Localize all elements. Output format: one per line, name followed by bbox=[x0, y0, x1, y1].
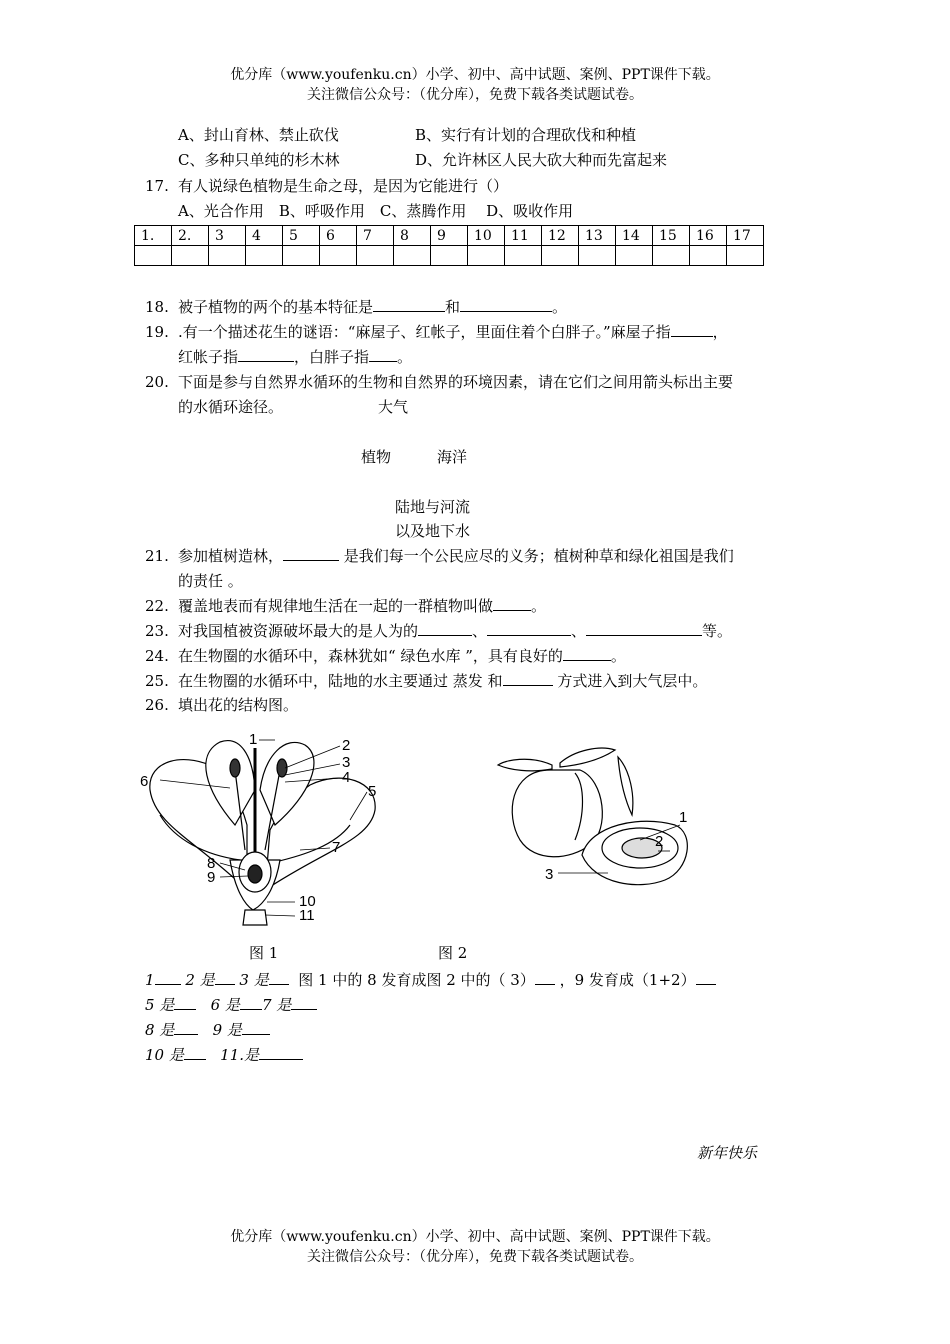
q23-blank-3[interactable] bbox=[586, 621, 702, 636]
fill-row-2: 5 是 6 是 7 是 bbox=[145, 994, 317, 1016]
flower-ovule bbox=[248, 865, 262, 883]
flower-anther-left bbox=[230, 759, 240, 777]
fill-blank-4[interactable] bbox=[535, 970, 555, 985]
q21-blank[interactable] bbox=[283, 546, 339, 561]
answer-table-number-cell: 7 bbox=[357, 226, 394, 246]
fill-blank-8[interactable] bbox=[291, 995, 317, 1010]
fill-row-1: 1 2 是 3 是 图 1 中的 8 发育成图 2 中的（ 3） ，9 发育成（1+2） bbox=[145, 969, 716, 991]
q18-text: 被子植物的两个的基本特征是 和 。 bbox=[178, 298, 568, 316]
answer-table-answer-cell[interactable] bbox=[542, 246, 579, 266]
answer-table-answer-cell[interactable] bbox=[690, 246, 727, 266]
fill-blank-1[interactable] bbox=[155, 970, 181, 985]
flower-stalk bbox=[243, 910, 267, 925]
q25-blank[interactable] bbox=[503, 671, 553, 686]
answer-table-number-cell: 11 bbox=[505, 226, 542, 246]
answer-table-number-cell: 16 bbox=[690, 226, 727, 246]
q21-number: 21. bbox=[145, 547, 169, 565]
q17-options: A、光合作用 B、呼吸作用 C、蒸腾作用 D、吸收作用 bbox=[178, 202, 574, 220]
figure-1-label: 3 bbox=[342, 754, 351, 771]
answer-table-answer-cell[interactable] bbox=[579, 246, 616, 266]
figure-2-label: 1 bbox=[679, 809, 688, 826]
q24-number: 24. bbox=[145, 647, 169, 665]
peach-leaf-right bbox=[560, 748, 615, 767]
q16-option-d: D、允许林区人民大砍大种而先富起来 bbox=[415, 151, 668, 169]
q23-blank-1[interactable] bbox=[418, 621, 472, 636]
fill-blank-11[interactable] bbox=[184, 1045, 206, 1060]
fill-row-4: 10 是 11.是 bbox=[145, 1044, 303, 1066]
fill-blank-9[interactable] bbox=[174, 1020, 198, 1035]
q26-text: 填出花的结构图。 bbox=[178, 696, 299, 714]
q19-line-2: 红帐子指 ，白胖子指 。 bbox=[178, 348, 413, 366]
fill-blank-10[interactable] bbox=[242, 1020, 270, 1035]
answer-table-number-cell: 12 bbox=[542, 226, 579, 246]
answer-table-number-cell: 8 bbox=[394, 226, 431, 246]
figure-1-label: 7 bbox=[332, 839, 341, 856]
q21-line-2: 的责任 。 bbox=[178, 572, 243, 590]
q16-option-c: C、多种只单纯的杉木林 bbox=[178, 151, 340, 169]
answer-table-number-cell: 17 bbox=[727, 226, 764, 246]
q19-blank-2[interactable] bbox=[238, 347, 294, 362]
q20-number: 20. bbox=[145, 373, 169, 391]
q19-blank-3[interactable] bbox=[369, 347, 397, 362]
q17-text: 有人说绿色植物是生命之母，是因为它能进行（） bbox=[178, 177, 509, 195]
q22-blank[interactable] bbox=[493, 596, 531, 611]
answer-table-answer-cell[interactable] bbox=[505, 246, 542, 266]
q20-land-1[interactable]: 陆地与河流 bbox=[395, 498, 471, 516]
answer-table-number-cell: 2. bbox=[172, 226, 209, 246]
answer-table-answer-cell[interactable] bbox=[727, 246, 764, 266]
fill-blank-7[interactable] bbox=[240, 995, 262, 1010]
answer-table-number-cell: 3 bbox=[209, 226, 246, 246]
q16-option-a: A、封山育林、禁止砍伐 bbox=[178, 126, 339, 144]
figure-1-label: 5 bbox=[368, 783, 377, 800]
answer-table-number-cell: 9 bbox=[431, 226, 468, 246]
q18-number: 18. bbox=[145, 298, 169, 316]
q19-line-1: .有一个描述花生的谜语：“麻屋子、红帐子，里面住着个白胖子。”麻屋子指 ， bbox=[178, 323, 728, 341]
answer-table-answer-cell[interactable] bbox=[357, 246, 394, 266]
q20-land-2[interactable]: 以及地下水 bbox=[395, 522, 471, 540]
q26-number: 26. bbox=[145, 696, 169, 714]
q20-line-2: 的水循环途径。 bbox=[178, 398, 284, 416]
figure-1-label: 6 bbox=[140, 773, 149, 790]
answer-table-answer-cell[interactable] bbox=[653, 246, 690, 266]
greeting: 新年快乐 bbox=[697, 1144, 758, 1162]
answer-table-answer-cell[interactable] bbox=[209, 246, 246, 266]
figure-1-label: 1 bbox=[249, 731, 258, 748]
figure-1-label: 4 bbox=[342, 769, 351, 786]
footer-line-2: 关注微信公众号：（优分库），免费下载各类试题试卷。 bbox=[307, 1249, 643, 1265]
peach-leaf-hanging bbox=[618, 757, 633, 815]
q20-plant[interactable]: 植物 bbox=[361, 448, 392, 466]
answer-table-number-cell: 15 bbox=[653, 226, 690, 246]
q23-number: 23. bbox=[145, 622, 169, 640]
answer-table-number-cell: 14 bbox=[616, 226, 653, 246]
fill-row-3: 8 是 9 是 bbox=[145, 1019, 270, 1041]
figure-1-flower bbox=[135, 730, 385, 926]
q18-blank-1[interactable] bbox=[373, 297, 445, 312]
answer-table-number-cell: 5 bbox=[283, 226, 320, 246]
figure-1-caption: 图 1 bbox=[249, 944, 279, 962]
q25-number: 25. bbox=[145, 672, 169, 690]
q24-blank[interactable] bbox=[563, 646, 611, 661]
answer-table-number-cell: 13 bbox=[579, 226, 616, 246]
header-line-2: 关注微信公众号：（优分库），免费下载各类试题试卷。 bbox=[307, 87, 643, 103]
figure-1-label: 9 bbox=[207, 869, 216, 886]
figure-1-label: 10 bbox=[299, 893, 316, 910]
fill-blank-12[interactable] bbox=[259, 1045, 303, 1060]
answer-table-answer-cell[interactable] bbox=[616, 246, 653, 266]
answer-table-answer-cell[interactable] bbox=[394, 246, 431, 266]
answer-table-answer-cell[interactable] bbox=[468, 246, 505, 266]
header-line-1: 优分库（www.youfenku.cn）小学、初中、高中试题、案例、PPT课件下载。 bbox=[230, 67, 720, 83]
answer-table-number-cell: 1. bbox=[135, 226, 172, 246]
fill-blank-5[interactable] bbox=[696, 970, 716, 985]
answer-table-answer-cell[interactable] bbox=[135, 246, 172, 266]
fill-blank-3[interactable] bbox=[269, 970, 289, 985]
q22-number: 22. bbox=[145, 597, 169, 615]
figure-2-peach bbox=[490, 745, 710, 890]
figure-2-label: 3 bbox=[545, 866, 554, 883]
q21-line-1: 参加植树造林， 是我们每一个公民应尽的义务；植树种草和绿化祖国是我们 bbox=[178, 547, 734, 565]
answer-table-answer-cell[interactable] bbox=[283, 246, 320, 266]
answer-table-answer-row[interactable] bbox=[135, 246, 764, 266]
answer-table-answer-cell[interactable] bbox=[320, 246, 357, 266]
fill-blank-6[interactable] bbox=[174, 995, 196, 1010]
q20-ocean[interactable]: 海洋 bbox=[437, 448, 468, 466]
q20-atmosphere[interactable]: 大气 bbox=[378, 398, 409, 416]
figure-1-label: 11 bbox=[299, 907, 315, 924]
answer-table-number-cell: 6 bbox=[320, 226, 357, 246]
q20-line-1: 下面是参与自然界水循环的生物和自然界的环境因素，请在它们之间用箭头标出主要 bbox=[178, 373, 734, 391]
answer-table-answer-cell[interactable] bbox=[246, 246, 283, 266]
answer-table-number-cell: 10 bbox=[468, 226, 505, 246]
answer-table-answer-cell[interactable] bbox=[431, 246, 468, 266]
peach-leaf-left bbox=[498, 759, 552, 771]
q19-blank-1[interactable] bbox=[671, 322, 713, 337]
figure-1-label: 8 bbox=[207, 855, 216, 872]
answer-table-number-cell: 4 bbox=[246, 226, 283, 246]
q18-blank-2[interactable] bbox=[460, 297, 552, 312]
q16-option-b: B、实行有计划的合理砍伐和种植 bbox=[415, 126, 637, 144]
q19-number: 19. bbox=[145, 323, 169, 341]
figure-2-caption: 图 2 bbox=[438, 944, 468, 962]
q23-blank-2[interactable] bbox=[487, 621, 571, 636]
figure-1-label: 2 bbox=[342, 737, 351, 754]
footer-line-1: 优分库（www.youfenku.cn）小学、初中、高中试题、案例、PPT课件下载。 bbox=[230, 1229, 720, 1245]
answer-table-answer-cell[interactable] bbox=[172, 246, 209, 266]
answer-table-header-row bbox=[135, 226, 764, 246]
fill-blank-2[interactable] bbox=[215, 970, 235, 985]
figure-2-label: 2 bbox=[655, 833, 664, 850]
answer-table bbox=[134, 225, 764, 266]
q17-number: 17. bbox=[145, 177, 169, 195]
